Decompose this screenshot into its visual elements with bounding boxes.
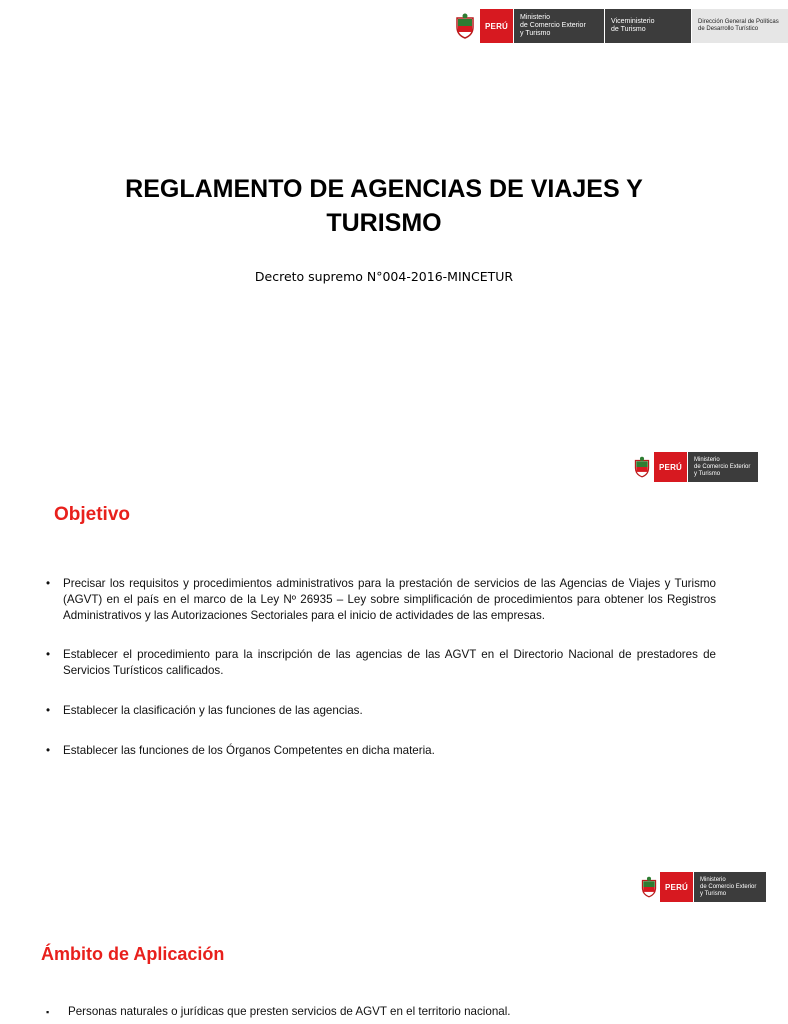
vice-line1: Viceministerio — [611, 18, 655, 25]
bullet-icon: ▪ — [46, 1007, 50, 1017]
peru-brand: PERÚ — [480, 9, 513, 43]
section-heading-objetivo: Objetivo — [54, 504, 131, 525]
direccion-line2: de Desarrollo Turístico — [698, 26, 759, 32]
bullet-icon: • — [46, 704, 51, 717]
coat-of-arms-icon — [450, 9, 480, 43]
page-title — [0, 172, 768, 240]
header-logo-strip — [638, 872, 766, 902]
ambito-list — [46, 1004, 716, 1020]
list-item-text: Personas naturales o jurídicas que presten servicios de AGVT en el territorio nacional. — [68, 1005, 511, 1018]
list-item-text: Precisar los requisitos y procedimientos administrativos para la prestación de servicios de las Agencias de Viajes y Turismo (AGVT) en el país en el marco de la Ley Nº 26935 – Ley sobre simplificación de procedimientos para obtener los Registros Administrativos y las Autorizaciones Sectoriales para el inicio de actividades de las empresas. — [63, 577, 716, 622]
ministerio-line1: Ministerio — [520, 14, 550, 21]
ministerio-line3: y Turismo — [700, 890, 727, 897]
direccion-line1: Dirección General de Políticas — [698, 19, 779, 25]
list-item — [46, 576, 716, 624]
title-line2: TURISMO — [326, 209, 442, 237]
decree-subtitle: Decreto supremo N°004-2016-MINCETUR — [254, 269, 514, 284]
coat-of-arms-icon — [630, 452, 654, 482]
bullet-icon: • — [46, 648, 51, 661]
list-item — [46, 703, 716, 719]
peru-brand: PERÚ — [660, 872, 693, 902]
viceministerio-block — [605, 9, 691, 43]
ministerio-block — [514, 9, 604, 43]
list-item — [46, 743, 716, 759]
direccion-block — [692, 9, 788, 43]
title-line1: REGLAMENTO DE AGENCIAS DE VIAJES Y — [125, 175, 643, 203]
slide-objetivo — [0, 440, 768, 845]
slide-ambito — [0, 845, 768, 1024]
ministerio-line2: de Comercio Exterior — [520, 22, 586, 29]
ministerio-line3: y Turismo — [694, 470, 721, 477]
coat-of-arms-icon — [638, 872, 660, 902]
list-item-text: Establecer las funciones de los Órganos Competentes en dicha materia. — [63, 744, 435, 757]
ministerio-block — [694, 872, 766, 902]
ministerio-line1: Ministerio — [700, 876, 726, 883]
slide-title — [0, 0, 779, 440]
header-logo-strip — [630, 452, 758, 482]
list-item — [46, 1004, 716, 1020]
list-item-text: Establecer la clasificación y las funciones de las agencias. — [63, 704, 363, 717]
bullet-icon: • — [46, 577, 51, 590]
objetivo-list — [46, 576, 716, 759]
bullet-icon: • — [46, 744, 51, 757]
ministerio-line2: de Comercio Exterior — [694, 463, 751, 470]
list-item-text: Establecer el procedimiento para la inscripción de las agencias de las AGVT en el Directorio Nacional de prestadores de Servicios Turísticos calificados. — [63, 648, 716, 677]
peru-brand: PERÚ — [654, 452, 687, 482]
vice-line2: de Turismo — [611, 26, 646, 33]
ministerio-line3: y Turismo — [520, 30, 551, 37]
header-logo-strip — [450, 9, 788, 43]
ministerio-line1: Ministerio — [694, 456, 720, 463]
section-heading-ambito: Ámbito de Aplicación — [41, 944, 225, 964]
list-item — [46, 647, 716, 679]
ministerio-block — [688, 452, 758, 482]
ministerio-line2: de Comercio Exterior — [700, 883, 757, 890]
